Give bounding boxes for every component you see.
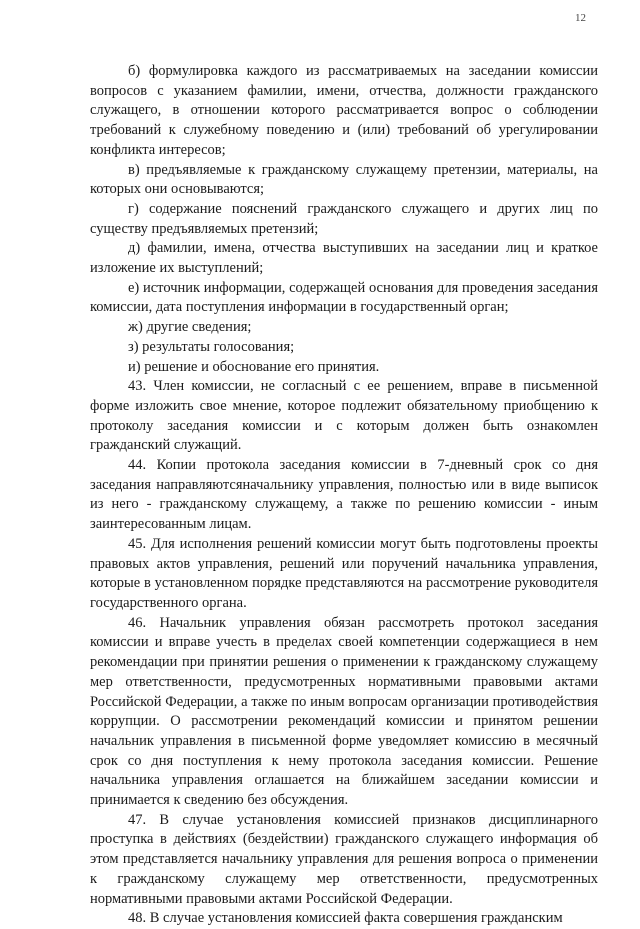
paragraph-item-g: г) содержание пояснений гражданского служащего и других лиц по существу предъявляемых претензий; — [90, 200, 598, 237]
paragraph-item-b: б) формулировка каждого из рассматриваемых на заседании комиссии вопросов с указанием фамилии, имени, отчества, должности гражданского служащего, в отношении которого рассматривается вопрос о соблюдении требований к служебному поведению и (или) требований об урегулировании конфликта интересов; — [90, 63, 598, 158]
paragraph-48: 48. В случае установления комиссией факта совершения гражданским — [128, 910, 563, 927]
paragraph-47: 47. В случае установления комиссией признаков дисциплинарного проступка в действиях (бездействии) гражданского служащего информация об этом представляется начальнику управления для решения вопроса о применении к гражданскому служащему мер ответственности, предусмотренных нормативными правовыми актами Российской Федерации. — [90, 811, 598, 907]
paragraph-item-i: и) решение и обоснование его принятия. — [128, 358, 380, 375]
paragraph-item-e: е) источник информации, содержащей основания для проведения заседания комиссии, дата поступления информации в государственный орган; — [90, 279, 598, 316]
paragraph-item-v: в) предъявляемые к гражданскому служащему претензии, материалы, на которых они основываются; — [90, 161, 598, 198]
paragraph-46: 46. Начальник управления обязан рассмотреть протокол заседания комиссии и вправе учесть в пределах своей компетенции содержащиеся в нем рекомендации при принятии решения о применении к гражданскому служащему мер ответственности, предусмотренных нормативными правовыми актами Российской Федерации, а также по иным вопросам организации противодействия коррупции. О рассмотрении рекомендаций комиссии и принятом решении начальник управления в письменной форме уведомляет комиссию в месячный срок со дня поступления к нему протокола заседания комиссии. Решение начальника управления оглашается на ближайшем заседании комиссии и принимается к сведению без обсуждения. — [90, 614, 598, 809]
paragraph-45: 45. Для исполнения решений комиссии могут быть подготовлены проекты правовых актов управления, решений или поручений начальника управления, которые в установленном порядке представляются на рассмотрение руководителя государственного органа. — [90, 535, 598, 611]
paragraph-item-d: д) фамилии, имена, отчества выступивших на заседании лиц и краткое изложение их выступлений; — [90, 240, 598, 277]
document-body — [90, 62, 598, 929]
paragraph-item-z: з) результаты голосования; — [128, 338, 295, 355]
paragraph-item-zh: ж) другие сведения; — [128, 319, 252, 336]
page-number: 12 — [575, 12, 586, 24]
paragraph-44: 44. Копии протокола заседания комиссии в 7-дневный срок со дня заседания направляютсяначальнику управления, полностью или в виде выписок из него - гражданскому служащему, а также по решению комиссии - иным заинтересованным лицам. — [90, 457, 598, 533]
paragraph-43: 43. Член комиссии, не согласный с ее решением, вправе в письменной форме изложить свое мнение, которое подлежит обязательному приобщению к протоколу заседания комиссии и с которым должен быть ознакомлен гражданский служащий. — [90, 378, 598, 454]
